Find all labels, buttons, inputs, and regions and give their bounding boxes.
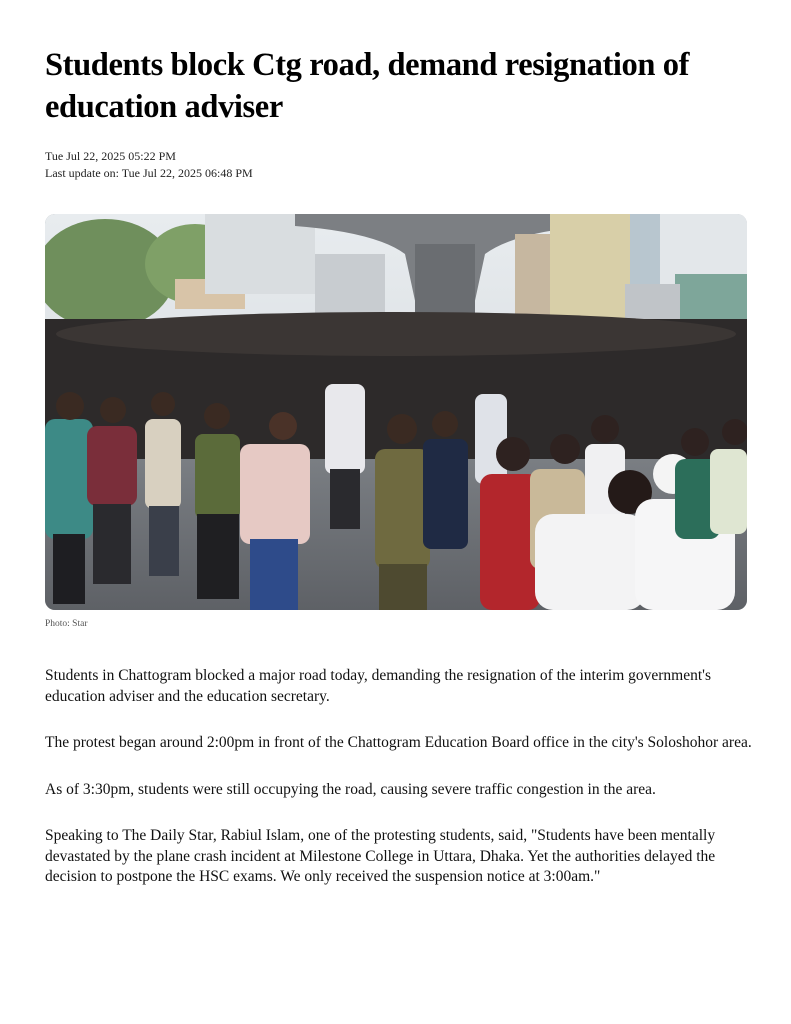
article-photo	[45, 214, 747, 610]
article-paragraph: As of 3:30pm, students were still occupying the road, causing severe traffic congestion in the area.	[45, 780, 656, 798]
article-headline: Students block Ctg road, demand resignation of education adviser	[45, 47, 690, 125]
article-meta	[45, 148, 750, 182]
article-header	[45, 44, 750, 182]
protest-crowd-image	[45, 214, 747, 610]
article-paragraph: Students in Chattogram blocked a major road today, demanding the resignation of the interim government's education adviser and the education secretary.	[45, 667, 711, 705]
last-update-date: Last update on: Tue Jul 22, 2025 06:48 PM	[45, 166, 253, 180]
published-date: Tue Jul 22, 2025 05:22 PM	[45, 149, 176, 163]
article-paragraph: The protest began around 2:00pm in front of the Chattogram Education Board office in the city's Soloshohor area.	[45, 734, 752, 751]
article-body	[45, 666, 755, 914]
article-paragraph: Speaking to The Daily Star, Rabiul Islam, one of the protesting students, said, "Students have been mentally devastated by the plane crash incident at Milestone College in Uttara, Dhaka. Yet the authorities delayed the decision to postpone the HSC exams. We only received the suspension notice at 3:00am."	[45, 827, 716, 885]
photo-caption: Photo: Star	[45, 619, 88, 629]
